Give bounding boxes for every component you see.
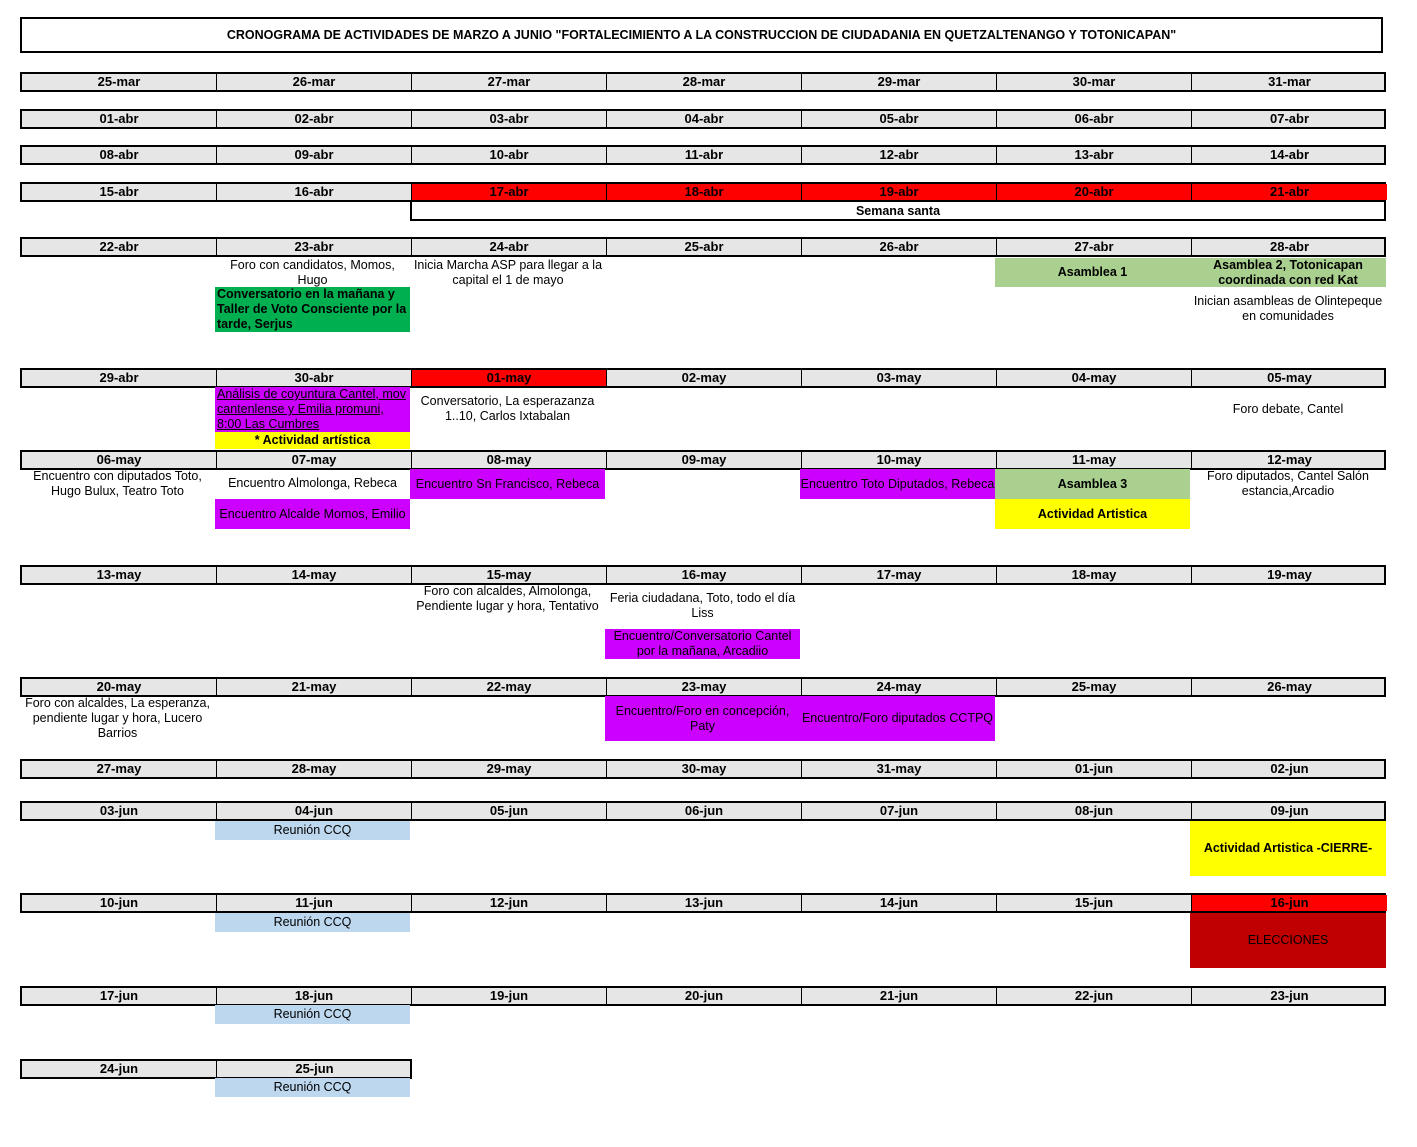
day-cell: 02-abr <box>217 111 412 127</box>
day-cell: 30-mar <box>997 74 1192 90</box>
day-cell: 04-abr <box>607 111 802 127</box>
day-cell: 31-mar <box>1268 74 1311 89</box>
event-27abr-asamblea: Asamblea 1 <box>995 258 1190 287</box>
day-cell: 09-may <box>607 452 802 468</box>
day-cell: 07-may <box>217 452 412 468</box>
event-16jun-elecciones: ELECCIONES <box>1190 913 1386 968</box>
day-cell: 29-abr <box>22 370 217 386</box>
event-25jun-reunion: Reunión CCQ <box>215 1078 410 1097</box>
day-cell: 18-jun <box>217 988 412 1004</box>
event-20may-foro: Foro con alcaldes, La esperanza, pendiente lugar y hora, Lucero Barrios <box>25 696 210 740</box>
week-row <box>20 893 1386 913</box>
day-cell: 21-jun <box>802 988 997 1004</box>
day-cell: 17-may <box>802 567 997 583</box>
day-cell: 27-abr <box>997 239 1192 255</box>
day-cell: 14-abr <box>1269 147 1310 162</box>
day-cell: 29-mar <box>802 74 997 90</box>
day-cell: 16-may <box>607 567 802 583</box>
event-07may-almolonga: Encuentro Almolonga, Rebeca <box>228 476 397 490</box>
week-row <box>20 237 1386 257</box>
day-cell: 15-jun <box>997 895 1192 911</box>
event-30abr-coyuntura: Análisis de coyuntura Cantel, mov cantenlense y Emilia promuni, 8:00 Las Cumbres <box>215 387 410 432</box>
week-row <box>20 109 1386 129</box>
day-cell: 25-mar <box>22 74 217 90</box>
day-cell: 25-abr <box>607 239 802 255</box>
day-cell: 24-may <box>802 679 997 695</box>
day-cell: 03-may <box>802 370 997 386</box>
day-cell: 26-mar <box>217 74 412 90</box>
semana-santa-banner: Semana santa <box>410 201 1386 221</box>
event-24may-encuentro: Encuentro/Foro diputados CCTPQ <box>800 696 995 741</box>
day-cell: 05-jun <box>412 803 607 819</box>
day-cell: 19-jun <box>412 988 607 1004</box>
day-cell: 29-may <box>412 761 607 777</box>
day-cell: 03-jun <box>22 803 217 819</box>
day-cell: 06-may <box>22 452 217 468</box>
day-cell: 27-may <box>22 761 217 777</box>
day-cell: 14-jun <box>802 895 997 911</box>
event-16may-conversatorio: Encuentro/Conversatorio Cantel por la mañana, Arcadiio <box>605 629 800 659</box>
day-cell: 18-may <box>997 567 1192 583</box>
day-cell: 13-abr <box>997 147 1192 163</box>
day-cell: 03-abr <box>412 111 607 127</box>
day-cell: 08-abr <box>22 147 217 163</box>
day-cell: 12-jun <box>412 895 607 911</box>
day-cell: 14-may <box>217 567 412 583</box>
day-cell: 05-may <box>1267 370 1312 385</box>
event-15may-foro: Foro con alcaldes, Almolonga, Pendiente lugar y hora, Tentativo <box>416 584 599 613</box>
day-cell: 02-may <box>607 370 802 386</box>
day-cell: 11-jun <box>217 895 412 911</box>
day-cell: 20-jun <box>607 988 802 1004</box>
day-cell: 10-jun <box>22 895 217 911</box>
day-cell: 08-jun <box>997 803 1192 819</box>
day-cell: 06-jun <box>607 803 802 819</box>
week-row <box>20 759 1386 779</box>
day-cell: 01-jun <box>997 761 1192 777</box>
day-cell: 01-may <box>412 370 607 386</box>
day-cell: 23-abr <box>217 239 412 255</box>
day-cell: 22-jun <box>997 988 1192 1004</box>
day-cell: 06-abr <box>997 111 1192 127</box>
day-cell: 10-may <box>802 452 997 468</box>
day-cell: 17-abr <box>412 184 607 200</box>
day-cell: 21-may <box>217 679 412 695</box>
day-cell: 21-abr <box>1192 184 1387 200</box>
event-04jun-reunion: Reunión CCQ <box>215 821 410 840</box>
day-cell: 22-may <box>412 679 607 695</box>
day-cell: 18-abr <box>607 184 802 200</box>
day-cell: 24-abr <box>412 239 607 255</box>
event-10may-toto: Encuentro Toto Diputados, Rebeca <box>800 469 995 499</box>
day-cell: 13-may <box>22 567 217 583</box>
event-23abr-foro: Foro con candidatos, Momos, Hugo <box>230 258 395 287</box>
day-cell: 28-may <box>217 761 412 777</box>
event-24abr-marcha: Inicia Marcha ASP para llegar a la capital el 1 de mayo <box>413 258 603 287</box>
week-row <box>20 145 1386 165</box>
week-row <box>20 986 1386 1006</box>
day-cell: 09-jun <box>1270 803 1309 818</box>
event-16may-feria: Feria ciudadana, Toto, todo el día Liss <box>609 591 796 620</box>
day-cell: 13-jun <box>607 895 802 911</box>
event-11may-asamblea: Asamblea 3 <box>995 469 1190 499</box>
week-row <box>20 1059 412 1079</box>
week-row <box>20 565 1386 585</box>
day-cell: 01-abr <box>22 111 217 127</box>
day-cell: 31-may <box>802 761 997 777</box>
day-cell: 28-mar <box>607 74 802 90</box>
day-cell: 26-may <box>1267 679 1312 694</box>
day-cell: 20-abr <box>997 184 1192 200</box>
day-cell: 30-abr <box>217 370 412 386</box>
day-cell: 30-may <box>607 761 802 777</box>
day-cell: 17-jun <box>22 988 217 1004</box>
event-23abr-conversatorio: Conversatorio en la mañana y Taller de Voto Consciente por la tarde, Serjus <box>215 287 410 332</box>
day-cell: 27-mar <box>412 74 607 90</box>
event-12may-foro: Foro diputados, Cantel Salón estancia,Arcadio <box>1207 469 1369 498</box>
event-30abr-artistica: * Actividad artística <box>215 432 410 449</box>
day-cell: 05-abr <box>802 111 997 127</box>
day-cell: 23-jun <box>1270 988 1309 1003</box>
day-cell: 19-abr <box>802 184 997 200</box>
week-row <box>20 450 1386 470</box>
day-cell: 25-may <box>997 679 1192 695</box>
week-row <box>20 801 1386 821</box>
day-cell: 16-jun <box>1192 895 1387 911</box>
day-cell: 19-may <box>1267 567 1312 582</box>
day-cell: 07-abr <box>1269 111 1310 126</box>
day-cell: 16-abr <box>217 184 412 200</box>
day-cell: 24-jun <box>22 1061 217 1077</box>
day-cell: 10-abr <box>412 147 607 163</box>
event-11jun-reunion: Reunión CCQ <box>215 913 410 932</box>
day-cell: 22-abr <box>22 239 217 255</box>
day-cell: 25-jun <box>295 1061 334 1076</box>
week-row <box>20 182 1386 202</box>
event-05may-foro: Foro debate, Cantel <box>1232 402 1344 416</box>
event-09jun-cierre: Actividad Artistica -CIERRE- <box>1190 821 1386 876</box>
event-01may-conversatorio: Conversatorio, La esperazanza 1..10, Carlos Ixtabalan <box>420 394 595 423</box>
day-cell: 11-may <box>997 452 1192 468</box>
day-cell: 15-abr <box>22 184 217 200</box>
day-cell: 15-may <box>412 567 607 583</box>
page-title: CRONOGRAMA DE ACTIVIDADES DE MARZO A JUNIO "FORTALECIMIENTO A LA CONSTRUCCION DE CIUDADANIA EN QUETZALTENANGO Y TOTONICAPAN" <box>20 17 1383 53</box>
week-row <box>20 677 1386 697</box>
day-cell: 08-may <box>412 452 607 468</box>
day-cell: 04-jun <box>217 803 412 819</box>
event-28abr-asamblea: Asamblea 2, Totonicapan coordinada con red Kat <box>1190 258 1386 287</box>
event-08may-sanfrancisco: Encuentro Sn Francisco, Rebeca <box>410 469 605 499</box>
event-18jun-reunion: Reunión CCQ <box>215 1005 410 1024</box>
day-cell: 04-may <box>997 370 1192 386</box>
event-07may-momos: Encuentro Alcalde Momos, Emilio <box>215 499 410 529</box>
event-11may-artistica: Actividad Artistica <box>995 499 1190 529</box>
day-cell: 12-abr <box>802 147 997 163</box>
day-cell: 26-abr <box>802 239 997 255</box>
day-cell: 07-jun <box>802 803 997 819</box>
day-cell: 23-may <box>607 679 802 695</box>
day-cell: 09-abr <box>217 147 412 163</box>
week-row <box>20 72 1386 92</box>
event-23may-encuentro: Encuentro/Foro en concepción, Paty <box>605 696 800 741</box>
day-cell: 20-may <box>22 679 217 695</box>
day-cell: 12-may <box>1267 452 1312 467</box>
day-cell: 11-abr <box>607 147 802 163</box>
day-cell: 02-jun <box>1270 761 1309 776</box>
event-28abr-olintepeque: Inician asambleas de Olintepeque en comunidades <box>1193 294 1383 323</box>
event-06may-encuentro: Encuentro con diputados Toto, Hugo Bulux, Teatro Toto <box>33 469 202 498</box>
day-cell: 28-abr <box>1269 239 1310 254</box>
week-row <box>20 368 1386 388</box>
